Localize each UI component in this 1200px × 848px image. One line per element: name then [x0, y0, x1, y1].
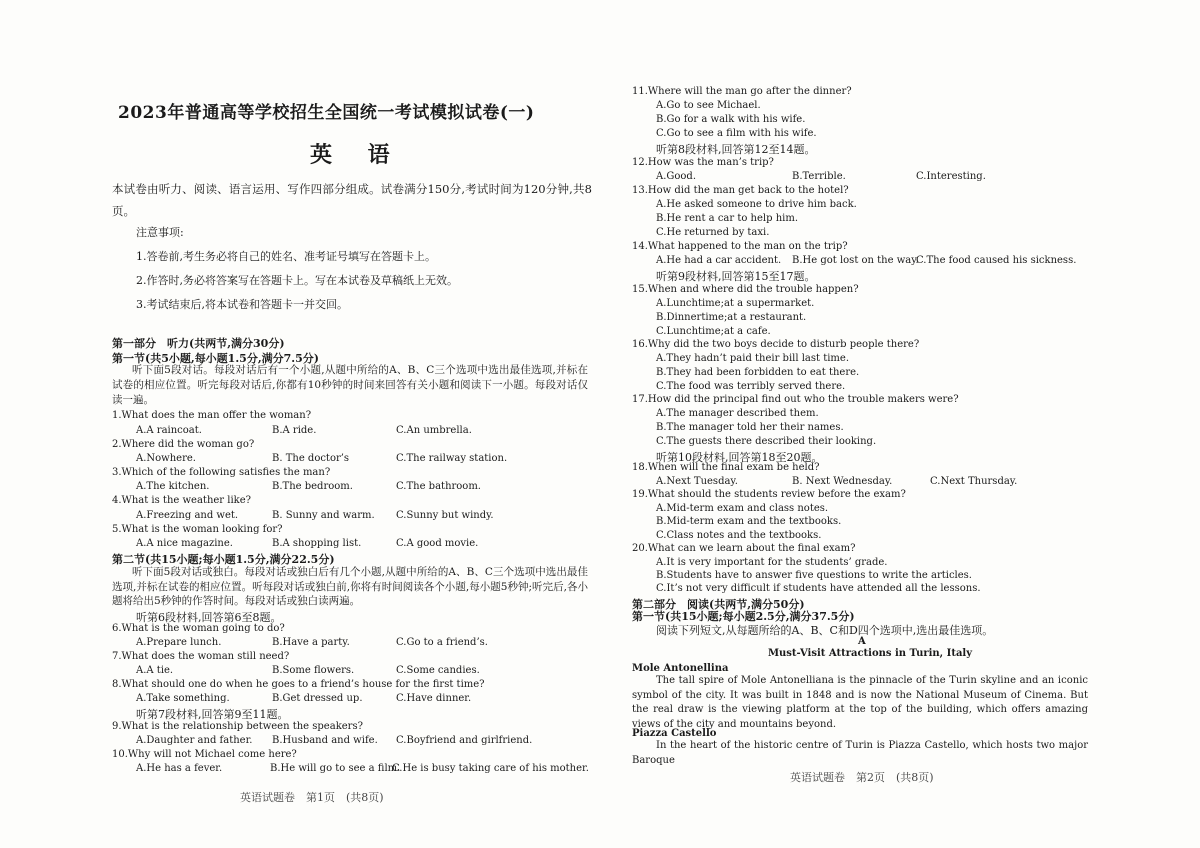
question-9: 9.What is the relationship between the speakers? — [112, 721, 363, 732]
q10-option-c: C.He is busy taking care of his mother. — [392, 763, 589, 774]
part1-heading: 第一部分 听力(共两节,满分30分) — [112, 337, 285, 350]
subject-title: 英 语 — [310, 142, 404, 168]
page-2 — [600, 0, 1200, 848]
q18-option-b: B. Next Wednesday. — [792, 476, 893, 487]
q15-option-a: A.Lunchtime;at a supermarket. — [656, 298, 815, 309]
q19-option-c: C.Class notes and the textbooks. — [656, 530, 822, 541]
q2-option-c: C.The railway station. — [396, 453, 508, 464]
paragraph-piazza-castello: In the heart of the historic centre of Turin is Piazza Castello, which hosts two major Baroque — [632, 740, 1088, 766]
q12-option-b: B.Terrible. — [792, 171, 846, 182]
material-9: 听第9段材料,回答第15至17题。 — [656, 270, 816, 283]
q16-option-c: C.The food was terribly served there. — [656, 381, 846, 392]
q9-option-c: C.Boyfriend and girlfriend. — [396, 735, 533, 746]
question-10: 10.Why will not Michael come here? — [112, 749, 297, 760]
q9-option-b: B.Husband and wife. — [272, 735, 378, 746]
q6-option-b: B.Have a party. — [272, 637, 350, 648]
q13-option-a: A.He asked someone to drive him back. — [656, 199, 857, 210]
question-3: 3.Which of the following satisfies the man? — [112, 467, 331, 478]
q1-option-a: A.A raincoat. — [136, 425, 202, 436]
q5-option-a: A.A nice magazine. — [136, 538, 233, 549]
passage-letter: A — [858, 636, 866, 647]
q18-option-c: C.Next Thursday. — [930, 476, 1018, 487]
exam-intro: 本试卷由听力、阅读、语言运用、写作四部分组成。试卷满分150分,考试时间为120分钟,共8页。 — [112, 182, 592, 218]
q6-option-a: A.Prepare lunch. — [136, 637, 222, 648]
q1-option-c: C.An umbrella. — [396, 425, 472, 436]
q20-option-a: A.It is very important for the students’ grade. — [656, 557, 888, 568]
q5-option-b: B.A shopping list. — [272, 538, 362, 549]
q6-option-c: C.Go to a friend’s. — [396, 637, 488, 648]
q13-option-b: B.He rent a car to help him. — [656, 213, 798, 224]
q7-option-c: C.Some candies. — [396, 665, 480, 676]
part2-section1-heading: 第一节(共15小题;每小题2.5分,满分37.5分) — [632, 610, 855, 623]
q5-option-c: C.A good movie. — [396, 538, 479, 549]
footer-page-2: 英语试题卷 第2页 (共8页) — [790, 771, 934, 784]
q10-option-a: A.He has a fever. — [136, 763, 223, 774]
note-3: 3.考试结束后,将本试卷和答题卡一并交回。 — [136, 298, 348, 311]
q7-option-a: A.A tie. — [136, 665, 174, 676]
material-7: 听第7段材料,回答第9至11题。 — [136, 708, 289, 721]
heading-mole-antonellina: Mole Antonellina — [632, 663, 729, 674]
q11-option-c: C.Go to see a film with his wife. — [656, 128, 817, 139]
q15-option-c: C.Lunchtime;at a cafe. — [656, 326, 771, 337]
question-8: 8.What should one do when he goes to a friend’s house for the first time? — [112, 679, 485, 690]
question-4: 4.What is the weather like? — [112, 495, 251, 506]
q12-option-a: A.Good. — [656, 171, 697, 182]
q19-option-a: A.Mid-term exam and class notes. — [656, 503, 829, 514]
paragraph-mole-antonellina: The tall spire of Mole Antonelliana is the pinnacle of the Turin skyline and an iconic symbol of the city. It was built in 1848 and is now the National Museum of Cinema. But the real draw is the viewing platform at the top of the building, which offers amazing views of the city and mountains beyond. — [632, 675, 1088, 730]
q16-option-b: B.They had been forbidden to eat there. — [656, 367, 860, 378]
question-6: 6.What is the woman going to do? — [112, 623, 285, 634]
question-5: 5.What is the woman looking for? — [112, 524, 283, 535]
question-16: 16.Why did the two boys decide to disturb people there? — [632, 339, 920, 350]
q4-option-c: C.Sunny but windy. — [396, 510, 494, 521]
q14-option-a: A.He had a car accident. — [656, 255, 782, 266]
q12-option-c: C.Interesting. — [916, 171, 986, 182]
question-18: 18.When will the final exam be held? — [632, 462, 820, 473]
q16-option-a: A.They hadn’t paid their bill last time. — [656, 353, 850, 364]
question-17: 17.How did the principal find out who the trouble makers were? — [632, 394, 959, 405]
q1-option-b: B.A ride. — [272, 425, 317, 436]
q2-option-a: A.Nowhere. — [136, 453, 196, 464]
q4-option-b: B. Sunny and warm. — [272, 510, 375, 521]
question-13: 13.How did the man get back to the hotel? — [632, 185, 849, 196]
q18-option-a: A.Next Tuesday. — [656, 476, 738, 487]
q20-option-c: C.It’s not very difficult if students have attended all the lessons. — [656, 583, 981, 594]
material-8: 听第8段材料,回答第12至14题。 — [656, 143, 816, 156]
q9-option-a: A.Daughter and father. — [136, 735, 253, 746]
q8-option-c: C.Have dinner. — [396, 693, 472, 704]
notes-heading: 注意事项: — [136, 226, 184, 239]
section1-heading: 第一节(共5小题,每小题1.5分,满分7.5分) — [112, 352, 319, 365]
q14-option-b: B.He got lost on the way. — [792, 255, 919, 266]
section1-instructions: 听下面5段对话。每段对话后有一个小题,从题中所给的A、B、C三个选项中选出最佳选项,并标在试卷的相应位置。听完每段对话后,你都有10秒钟的时间来回答有关小题和阅读下一小题。每段对话仅读一遍。 — [112, 364, 588, 406]
part2-heading: 第二部分 阅读(共两节,满分50分) — [632, 598, 805, 611]
part2-instructions: 阅读下列短文,从每题所给的A、B、C和D四个选项中,选出最佳选项。 — [656, 624, 994, 637]
q11-option-a: A.Go to see Michael. — [656, 100, 761, 111]
question-15: 15.When and where did the trouble happen? — [632, 284, 859, 295]
q13-option-c: C.He returned by taxi. — [656, 227, 770, 238]
q17-option-c: C.The guests there described their looking. — [656, 436, 877, 447]
question-7: 7.What does the woman still need? — [112, 651, 290, 662]
question-2: 2.Where did the woman go? — [112, 439, 255, 450]
note-2: 2.作答时,务必将答案写在答题卡上。写在本试卷及草稿纸上无效。 — [136, 274, 458, 287]
q17-option-a: A.The manager described them. — [656, 408, 819, 419]
exam-title: 2023年普通高等学校招生全国统一考试模拟试卷(一) — [118, 103, 535, 123]
q7-option-b: B.Some flowers. — [272, 665, 355, 676]
material-6: 听第6段材料,回答第6至8题。 — [136, 611, 282, 624]
question-20: 20.What can we learn about the final exam? — [632, 543, 856, 554]
material-10: 听第10段材料,回答第18至20题。 — [656, 451, 823, 464]
question-12: 12.How was the man’s trip? — [632, 157, 774, 168]
q3-option-c: C.The bathroom. — [396, 481, 481, 492]
q2-option-b: B. The doctor’s — [272, 453, 350, 464]
q8-option-a: A.Take something. — [136, 693, 230, 704]
q3-option-b: B.The bedroom. — [272, 481, 353, 492]
q20-option-b: B.Students have to answer five questions to write the articles. — [656, 570, 972, 581]
note-1: 1.答卷前,考生务必将自己的姓名、准考证号填写在答题卡上。 — [136, 250, 436, 263]
footer-page-1: 英语试题卷 第1页 (共8页) — [240, 791, 384, 804]
q3-option-a: A.The kitchen. — [136, 481, 210, 492]
question-1: 1.What does the man offer the woman? — [112, 410, 312, 421]
q17-option-b: B.The manager told her their names. — [656, 422, 844, 433]
question-14: 14.What happened to the man on the trip? — [632, 241, 848, 252]
q11-option-b: B.Go for a walk with his wife. — [656, 114, 806, 125]
q8-option-b: B.Get dressed up. — [272, 693, 363, 704]
q15-option-b: B.Dinnertime;at a restaurant. — [656, 312, 807, 323]
question-11: 11.Where will the man go after the dinner? — [632, 86, 852, 97]
passage-title: Must-Visit Attractions in Turin, Italy — [767, 648, 973, 659]
section2-heading: 第二节(共15小题;每小题1.5分,满分22.5分) — [112, 553, 335, 566]
q4-option-a: A.Freezing and wet. — [136, 510, 239, 521]
q19-option-b: B.Mid-term exam and the textbooks. — [656, 516, 842, 527]
section2-instructions: 听下面5段对话或独白。每段对话或独白后有几个小题,从题中所给的A、B、C三个选项中选出最佳选项,并标在试卷的相应位置。听每段对话或独白前,你将有时间阅读各个小题,每小题5秒钟;听完后,各小题将给出5秒钟的作答时间。每段对话或独白读两遍。 — [112, 566, 588, 607]
q10-option-b: B.He will go to see a film. — [270, 763, 401, 774]
question-19: 19.What should the students review before the exam? — [632, 489, 906, 500]
heading-piazza-castello: Piazza Castello — [632, 728, 717, 739]
q14-option-c: C.The food caused his sickness. — [916, 255, 1077, 266]
